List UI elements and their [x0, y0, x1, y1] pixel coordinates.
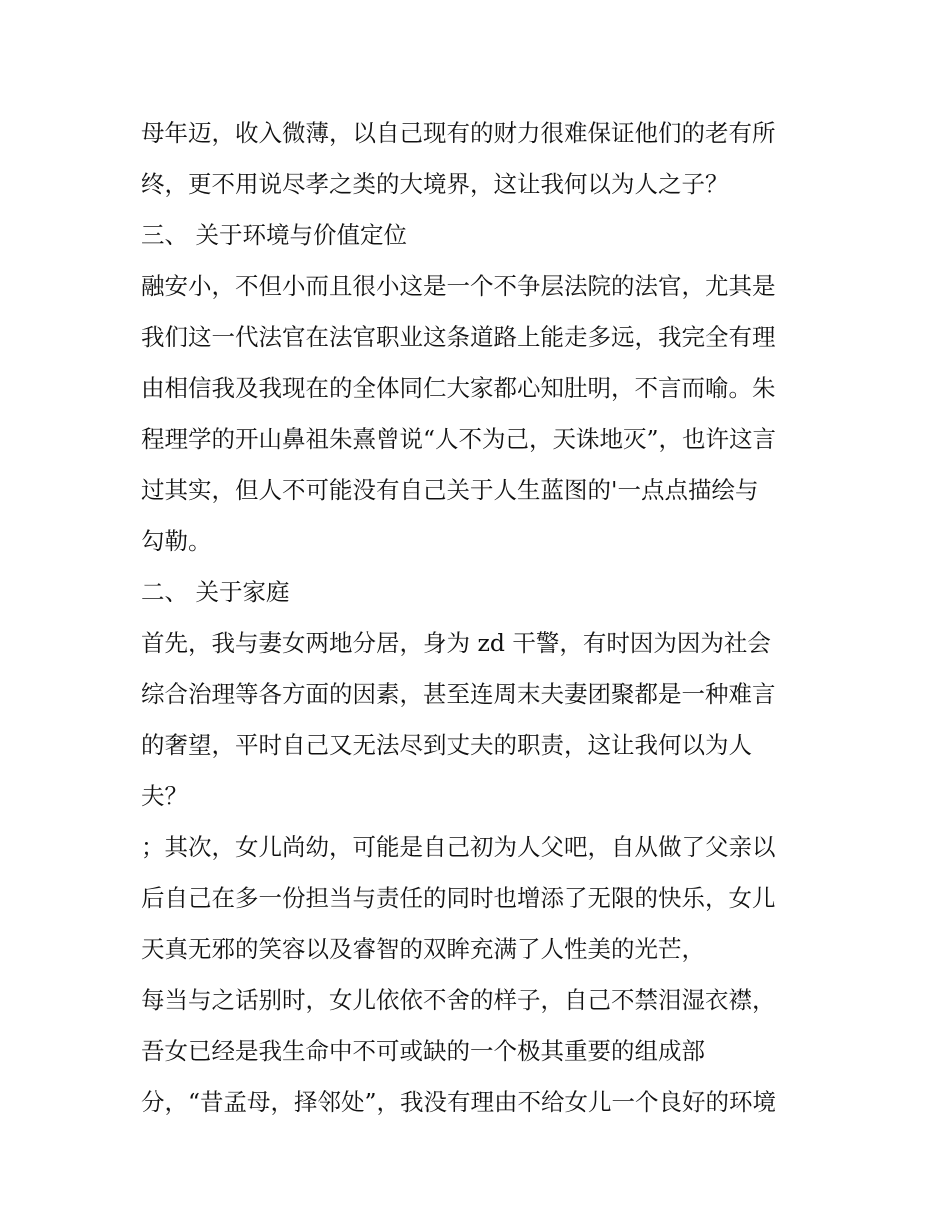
text-line: 母年迈，收入微薄，以自己现有的财力很难保证他们的老有所 — [141, 119, 776, 147]
section-heading: 三、 关于环境与价值定位 — [141, 221, 407, 249]
text-line: 吾女已经是我生命中不可或缺的一个极其重要的组成部 — [141, 1037, 705, 1065]
text-line: ；其次，女儿尚幼，可能是自己初为人父吧，自从做了父亲以 — [141, 833, 776, 861]
text-line: 的奢望，平时自己又无法尽到丈夫的职责，这让我何以为人 — [141, 731, 752, 759]
text-line: 融安小，不但小而且很小这是一个不争层法院的法官，尤其是 — [141, 272, 776, 300]
text-line: 天真无邪的笑容以及睿智的双眸充满了人性美的光芒， — [141, 935, 705, 963]
section-heading: 二、 关于家庭 — [141, 578, 290, 606]
text-line: 综合治理等各方面的因素，甚至连周末夫妻团聚都是一种难言 — [141, 680, 776, 708]
text-line: 勾勒。 — [141, 527, 212, 555]
text-line: 首先，我与妻女两地分居，身为 zd 干警，有时因为因为社会 — [141, 629, 771, 657]
text-line: 我们这一代法官在法官职业这条道路上能走多远，我完全有理 — [141, 323, 776, 351]
document-body — [141, 108, 821, 1128]
text-line: 由相信我及我现在的全体同仁大家都心知肚明，不言而喻。朱 — [141, 374, 776, 402]
text-line: 程理学的开山鼻祖朱熹曾说“人不为己，天诛地灭”，也许这言 — [141, 425, 777, 453]
text-line: 夫？ — [141, 782, 188, 810]
text-line: 终，更不用说尽孝之类的大境界，这让我何以为人之子？ — [141, 170, 729, 198]
text-line: 后自己在多一份担当与责任的同时也增添了无限的快乐，女儿 — [141, 884, 776, 912]
text-line: 过其实，但人不可能没有自己关于人生蓝图的'一点点描绘与 — [141, 476, 759, 504]
text-line: 每当与之话别时，女儿依依不舍的样子，自己不禁泪湿衣襟， — [141, 986, 776, 1014]
text-line: 分，“昔孟母，择邻处”，我没有理由不给女儿一个良好的环境 — [141, 1088, 777, 1116]
